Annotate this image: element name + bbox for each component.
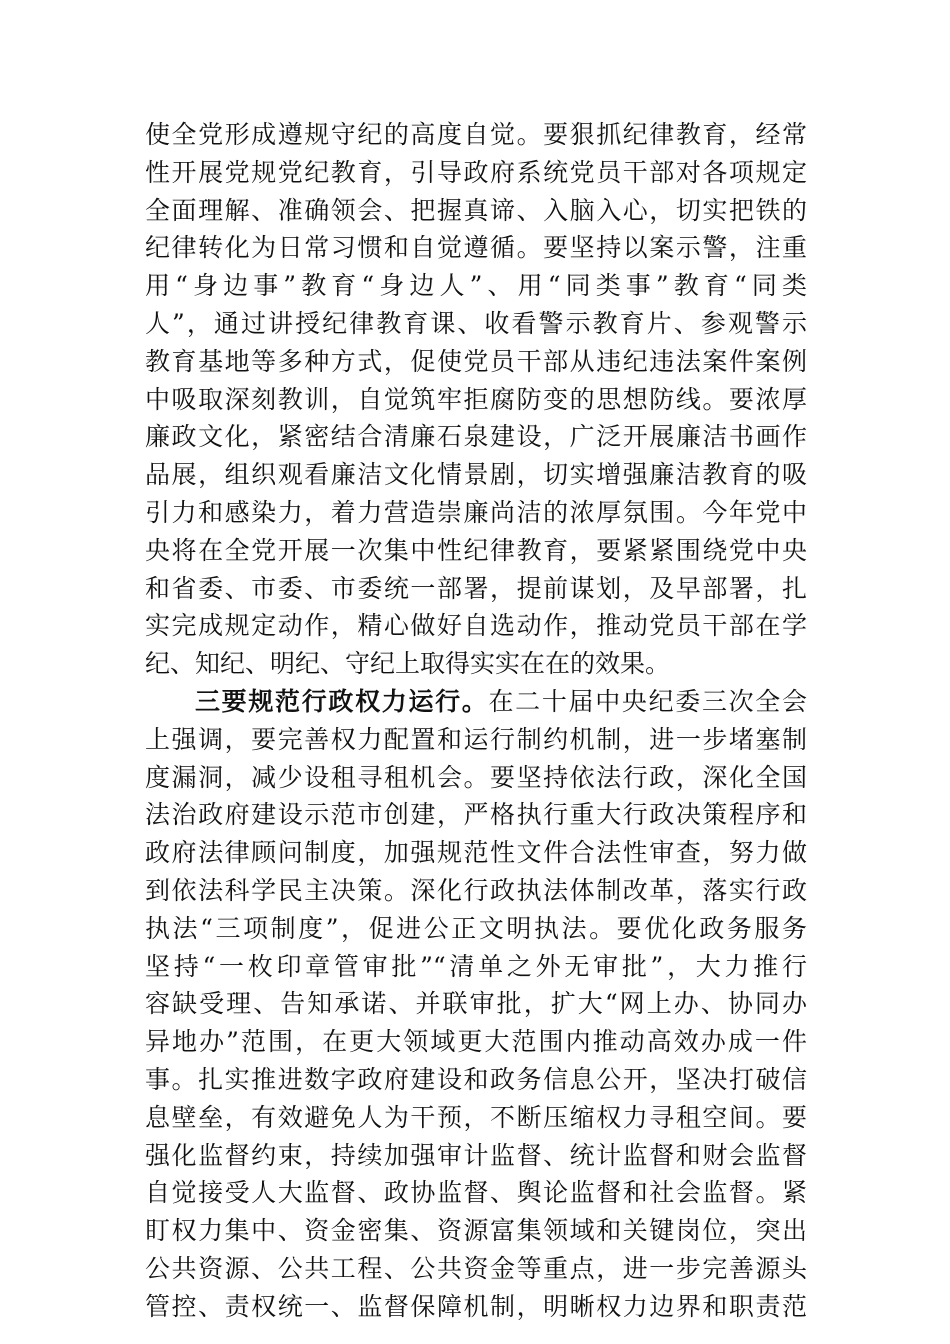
paragraph-1 bbox=[145, 116, 807, 683]
text-line: 强化监督约束，持续加强审计监督、统计监督和财会监督 bbox=[145, 1140, 807, 1170]
text-line: 教育基地等多种方式，促使党员干部从违纪违法案件案例 bbox=[145, 346, 807, 376]
text-line: 异地办”范围，在更大领域更大范围内推动高效办成一件 bbox=[145, 1027, 807, 1057]
text-line: 容缺受理、告知承诺、并联审批，扩大“网上办、协同办 bbox=[145, 989, 807, 1019]
text-line: 品展，组织观看廉洁文化情景剧，切实增强廉洁教育的吸 bbox=[145, 460, 807, 490]
text-line: 法治政府建设示范市创建，严格执行重大行政决策程序和 bbox=[145, 800, 807, 830]
text-line: 和省委、市委、市委统一部署，提前谋划，及早部署，扎 bbox=[145, 573, 807, 603]
paragraph-2 bbox=[145, 683, 807, 1326]
text-line: 管控、责权统一、监督保障机制，明晰权力边界和职责范 bbox=[145, 1291, 807, 1321]
document-body bbox=[145, 116, 807, 1326]
text-line: 政府法律顾问制度，加强规范性文件合法性审查，努力做 bbox=[145, 838, 807, 868]
text-line: 坚持“一枚印章管审批”“清单之外无审批”，大力推行 bbox=[145, 951, 807, 981]
text-line: 引力和感染力，着力营造崇廉尚洁的浓厚氛围。今年党中 bbox=[145, 497, 807, 527]
text-line: 实完成规定动作，精心做好自选动作，推动党员干部在学 bbox=[145, 611, 807, 641]
text-line: 度漏洞，减少设租寻租机会。要坚持依法行政，深化全国 bbox=[145, 762, 807, 792]
text-line: 廉政文化，紧密结合清廉石泉建设，广泛开展廉洁书画作 bbox=[145, 422, 807, 452]
text-line: 盯权力集中、资金密集、资源富集领域和关键岗位，突出 bbox=[145, 1216, 807, 1246]
text-line: 纪律转化为日常习惯和自觉遵循。要坚持以案示警，注重 bbox=[145, 233, 807, 263]
text-line: 使全党形成遵规守纪的高度自觉。要狠抓纪律教育，经常 bbox=[145, 120, 807, 149]
paragraph-first-line bbox=[145, 683, 807, 721]
text-line: 息壁垒，有效避免人为干预，不断压缩权力寻租空间。要 bbox=[145, 1102, 807, 1132]
text-run: 在二十届中央纪委三次全会 bbox=[488, 686, 807, 716]
text-line: 事。扎实推进数字政府建设和政务信息公开，坚决打破信 bbox=[145, 1064, 807, 1094]
text-line: 人”，通过讲授纪律教育课、收看警示教育片、参观警示 bbox=[145, 308, 807, 338]
text-line: 全面理解、准确领会、把握真谛、入脑入心，切实把铁的 bbox=[145, 195, 807, 225]
text-line: 纪、知纪、明纪、守纪上取得实实在在的效果。 bbox=[145, 649, 671, 679]
text-line: 中吸取深刻教训，自觉筑牢拒腐防变的思想防线。要浓厚 bbox=[145, 384, 807, 414]
text-line: 到依法科学民主决策。深化行政执法体制改革，落实行政 bbox=[145, 875, 807, 905]
text-line: 央将在全党开展一次集中性纪律教育，要紧紧围绕党中央 bbox=[145, 535, 807, 565]
text-line: 自觉接受人大监督、政协监督、舆论监督和社会监督。紧 bbox=[145, 1178, 807, 1208]
text-line: 用“身边事”教育“身边人”、用“同类事”教育“同类 bbox=[145, 271, 807, 301]
text-line: 上强调，要完善权力配置和运行制约机制，进一步堵塞制 bbox=[145, 724, 807, 754]
text-line: 执法“三项制度”，促进公正文明执法。要优化政务服务 bbox=[145, 913, 807, 943]
text-line: 公共资源、公共工程、公共资金等重点，进一步完善源头 bbox=[145, 1253, 807, 1283]
section-heading: 三要规范行政权力运行。 bbox=[195, 686, 489, 716]
text-line: 性开展党规党纪教育，引导政府系统党员干部对各项规定 bbox=[145, 157, 807, 187]
